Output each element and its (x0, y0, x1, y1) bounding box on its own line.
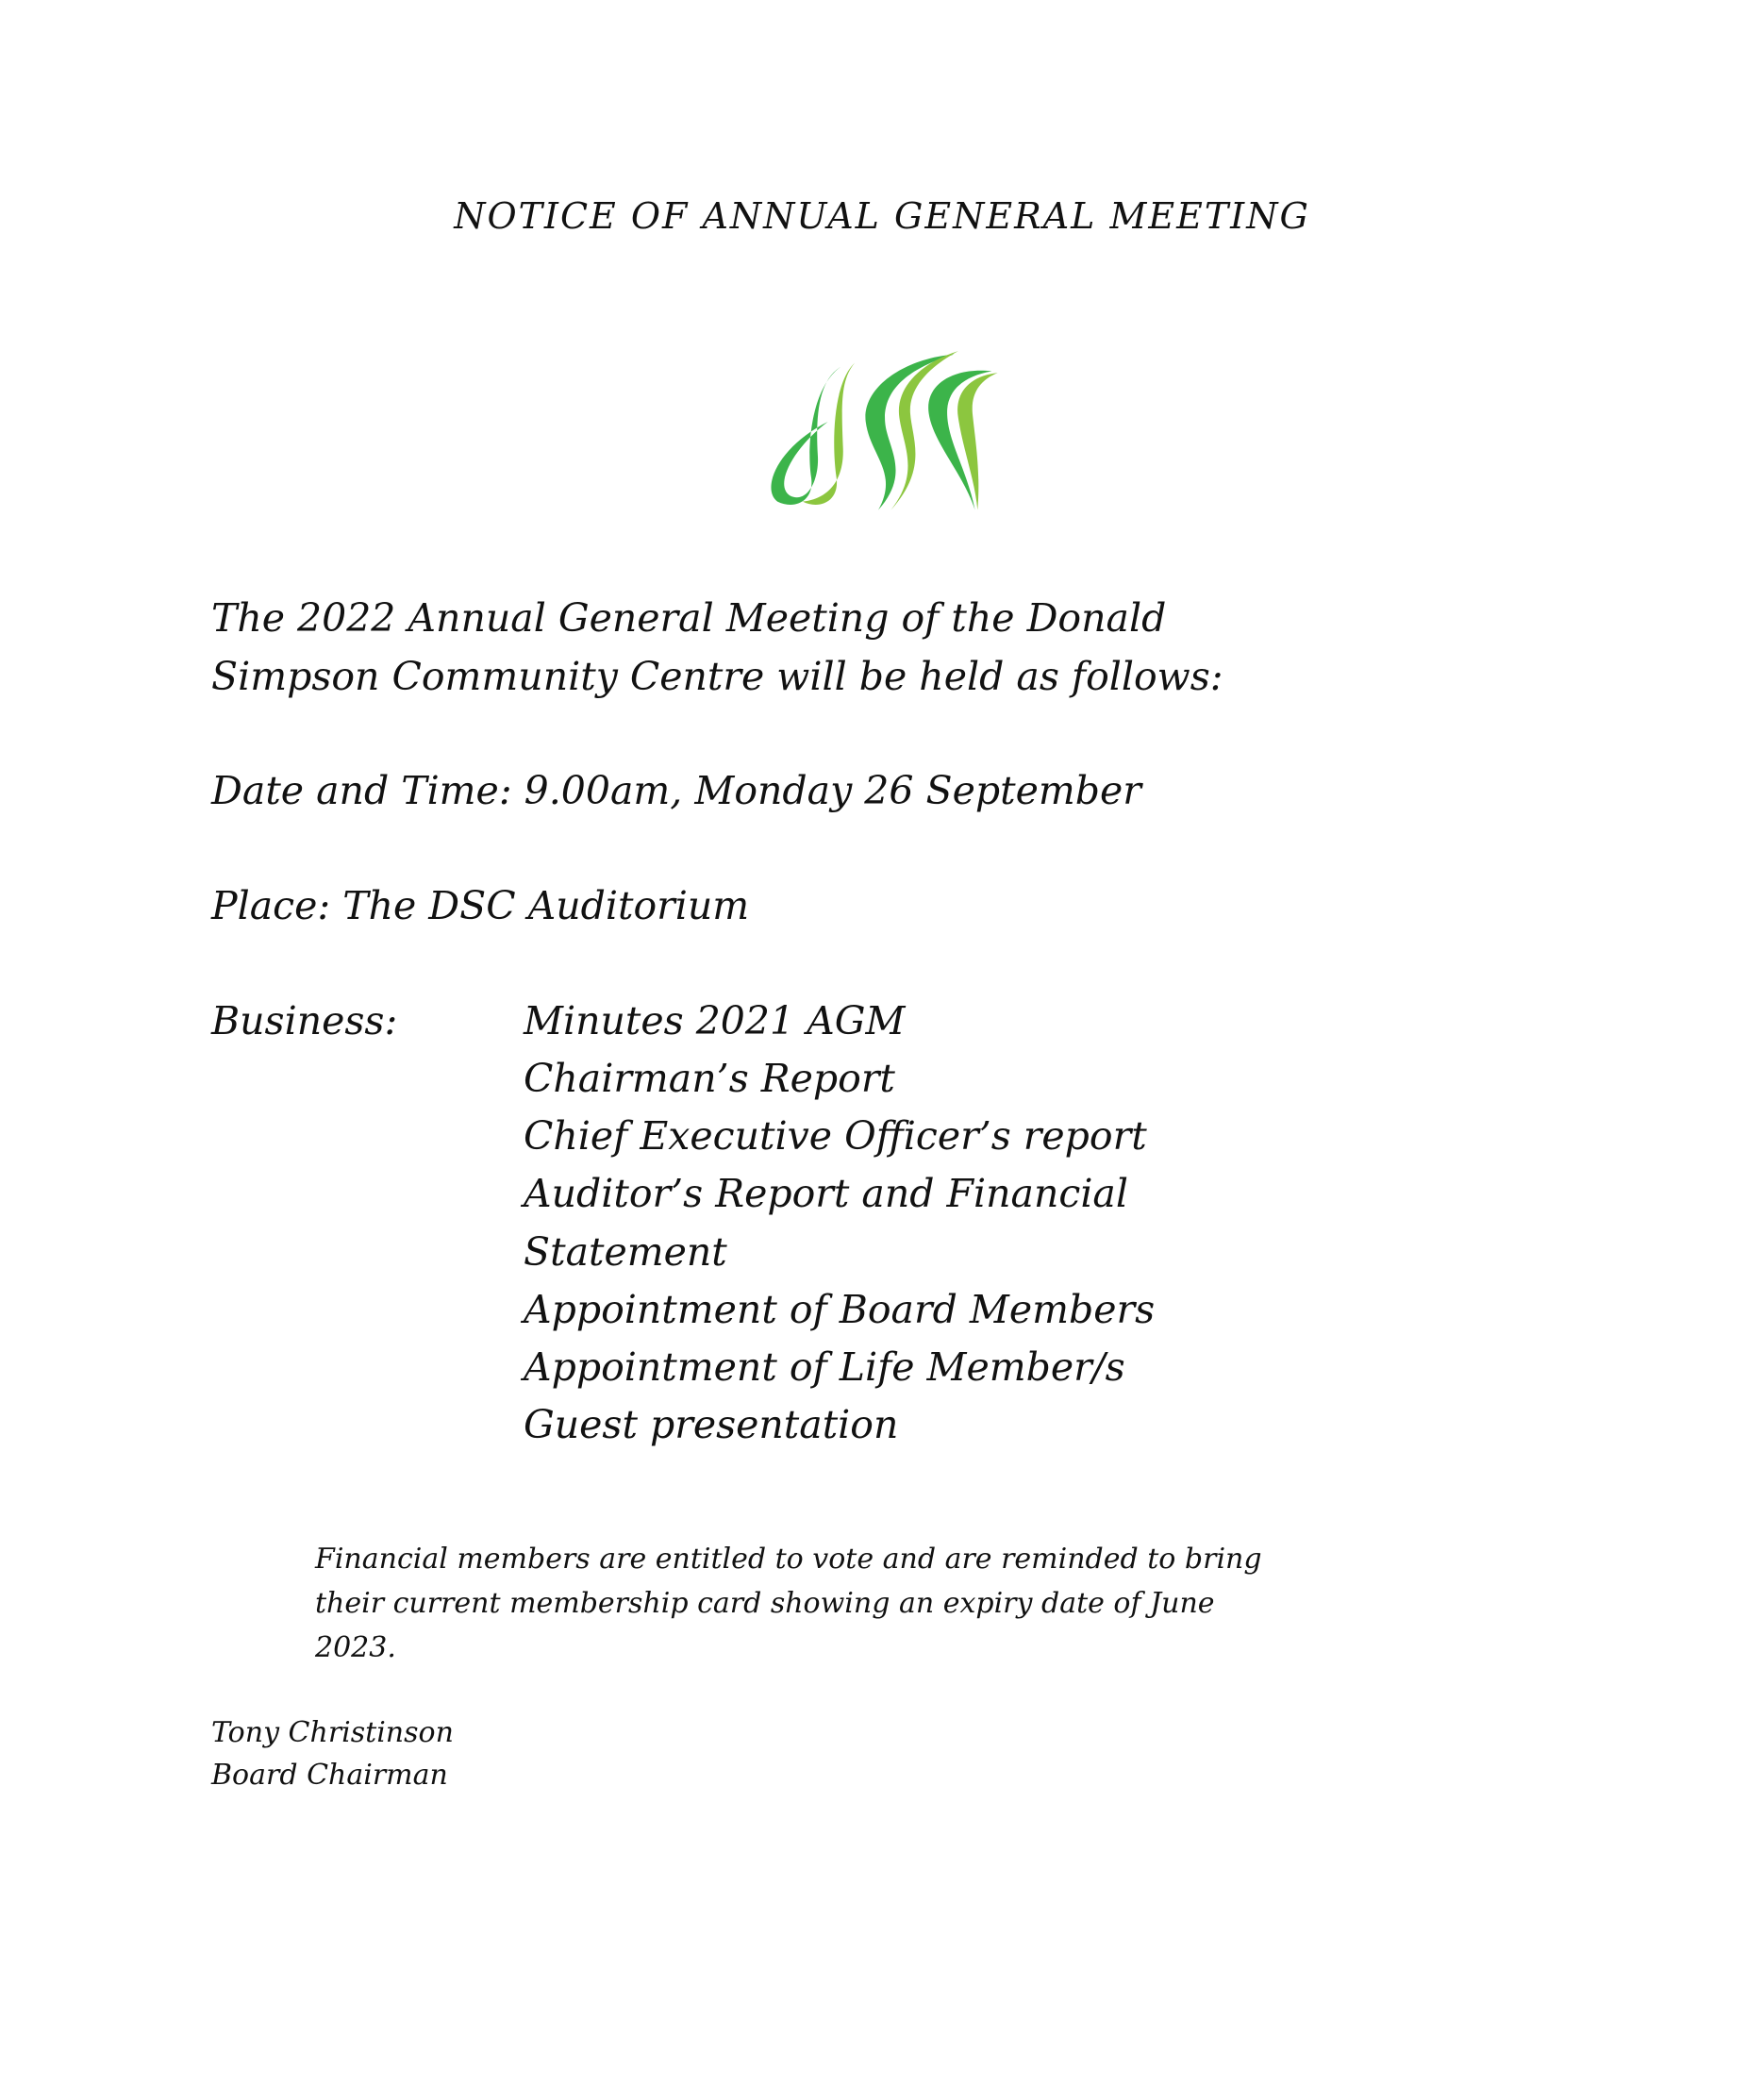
business-item: Appointment of Board Members (524, 1287, 1156, 1332)
business-item: Minutes 2021 AGM (524, 998, 906, 1043)
business-item: Auditor’s Report and Financial (524, 1171, 1128, 1216)
intro-line-2: Simpson Community Centre will be held as follows: (211, 654, 1223, 699)
business-item: Chairman’s Report (524, 1056, 895, 1101)
business-item: Appointment of Life Member/s (524, 1344, 1125, 1390)
business-item: Guest presentation (524, 1402, 899, 1447)
signature-role: Board Chairman (211, 1759, 448, 1792)
note-line-2: their current membership card showing an expiry date of June (315, 1587, 1215, 1620)
intro-line-1: The 2022 Annual General Meeting of the Donald (211, 595, 1167, 641)
place: Place: The DSC Auditorium (211, 883, 750, 928)
signature-name: Tony Christinson (211, 1716, 454, 1749)
date-time: Date and Time: 9.00am, Monday 26 September (211, 768, 1141, 813)
notice-title: NOTICE OF ANNUAL GENERAL MEETING (454, 195, 1310, 237)
business-item: Chief Executive Officer’s report (524, 1113, 1147, 1159)
business-label: Business: (211, 998, 398, 1043)
dsc-logo (759, 321, 1014, 514)
note-line-3: 2023. (315, 1631, 396, 1664)
note-line-1: Financial members are entitled to vote and are reminded to bring (315, 1543, 1262, 1576)
business-item: Statement (524, 1229, 727, 1275)
